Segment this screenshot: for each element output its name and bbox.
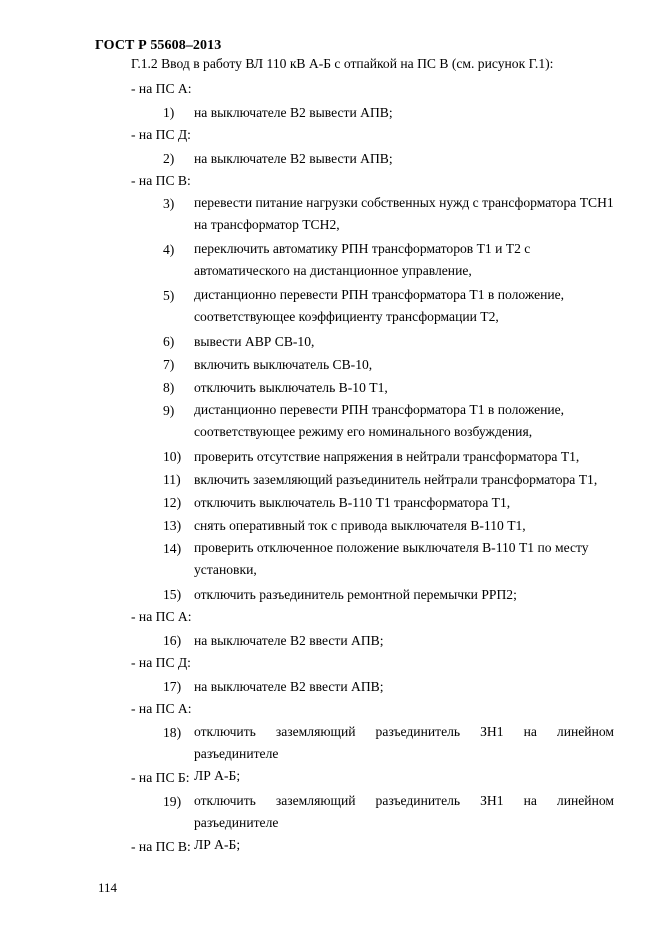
step-number: 5) [163, 288, 175, 303]
step-number: 4) [163, 242, 175, 257]
step-text: отключить выключатель В-10 Т1, [194, 380, 388, 395]
step-line: дистанционно перевести РПН трансформатора Т1 в положение, [194, 287, 565, 302]
page-number: 114 [98, 880, 118, 895]
step-number: 10) [163, 449, 182, 464]
step-text: включить выключатель СВ-10, [194, 357, 373, 372]
step-text: вывести АВР СВ-10, [194, 334, 315, 349]
step-line: перевести питание нагрузки собственных нужд с трансформатора ТСН1 [194, 195, 614, 210]
step-text [194, 238, 614, 282]
step-line: переключить автоматику РПН трансформаторов Т1 и Т2 с [194, 241, 531, 256]
step-text [194, 192, 614, 236]
step-number: 16) [163, 633, 182, 648]
step-text: на выключателе В2 ввести АПВ; [194, 633, 384, 648]
step-number: 2) [163, 151, 175, 166]
step-number: 12) [163, 495, 182, 510]
station-heading: - на ПС Д: [131, 127, 191, 142]
station-heading: - на ПС А: [131, 701, 192, 716]
step-number: 1) [163, 105, 175, 120]
step-number: 13) [163, 518, 182, 533]
station-heading: - на ПС А: [131, 81, 192, 96]
step-line: ЛР А-Б; [194, 768, 241, 783]
step-line: отключить заземляющий разъединитель ЗН1 на линейном разъединителе [194, 724, 614, 761]
step-line: установки, [194, 562, 257, 577]
step-number: 6) [163, 334, 175, 349]
step-number: 8) [163, 380, 175, 395]
step-number: 7) [163, 357, 175, 372]
step-text [194, 790, 614, 856]
step-number: 11) [163, 472, 181, 487]
step-text: включить заземляющий разъединитель нейтрали трансформатора Т1, [194, 472, 598, 487]
step-number: 19) [163, 794, 182, 809]
step-line: соответствующее коэффициенту трансформации Т2, [194, 309, 499, 324]
step-text [194, 537, 614, 581]
step-line: проверить отключенное положение выключателя В-110 Т1 по месту [194, 540, 589, 555]
step-line: дистанционно перевести РПН трансформатора Т1 в положение, [194, 402, 565, 417]
step-number: 18) [163, 725, 182, 740]
station-heading: - на ПС Б: [131, 770, 190, 785]
step-text: отключить выключатель В-110 Т1 трансформатора Т1, [194, 495, 511, 510]
section-intro: Г.1.2 Ввод в работу ВЛ 110 кВ А-Б с отпайкой на ПС В (см. рисунок Г.1): [131, 56, 554, 71]
step-text: проверить отсутствие напряжения в нейтрали трансформатора Т1, [194, 449, 580, 464]
step-text: на выключателе В2 вывести АПВ; [194, 105, 393, 120]
step-text [194, 284, 614, 328]
step-line: автоматического на дистанционное управление, [194, 263, 472, 278]
step-line: отключить заземляющий разъединитель ЗН1 на линейном разъединителе [194, 793, 614, 830]
step-text: снять оперативный ток с привода выключателя В-110 Т1, [194, 518, 526, 533]
step-line: на трансформатор ТСН2, [194, 217, 340, 232]
step-text: на выключателе В2 ввести АПВ; [194, 679, 384, 694]
station-heading: - на ПС А: [131, 609, 192, 624]
step-number: 14) [163, 541, 182, 556]
document-header: ГОСТ Р 55608–2013 [95, 38, 222, 53]
station-heading: - на ПС Д: [131, 655, 191, 670]
step-text: отключить разъединитель ремонтной перемычки РРП2; [194, 587, 517, 602]
step-number: 9) [163, 403, 175, 418]
step-text: на выключателе В2 вывести АПВ; [194, 151, 393, 166]
step-line: ЛР А-Б; [194, 837, 241, 852]
step-number: 17) [163, 679, 182, 694]
station-heading: - на ПС В: [131, 839, 191, 854]
step-number: 15) [163, 587, 182, 602]
step-line: соответствующее режиму его номинального возбуждения, [194, 424, 533, 439]
step-text [194, 721, 614, 787]
step-text [194, 399, 614, 443]
station-heading: - на ПС В: [131, 173, 191, 188]
step-number: 3) [163, 196, 175, 211]
